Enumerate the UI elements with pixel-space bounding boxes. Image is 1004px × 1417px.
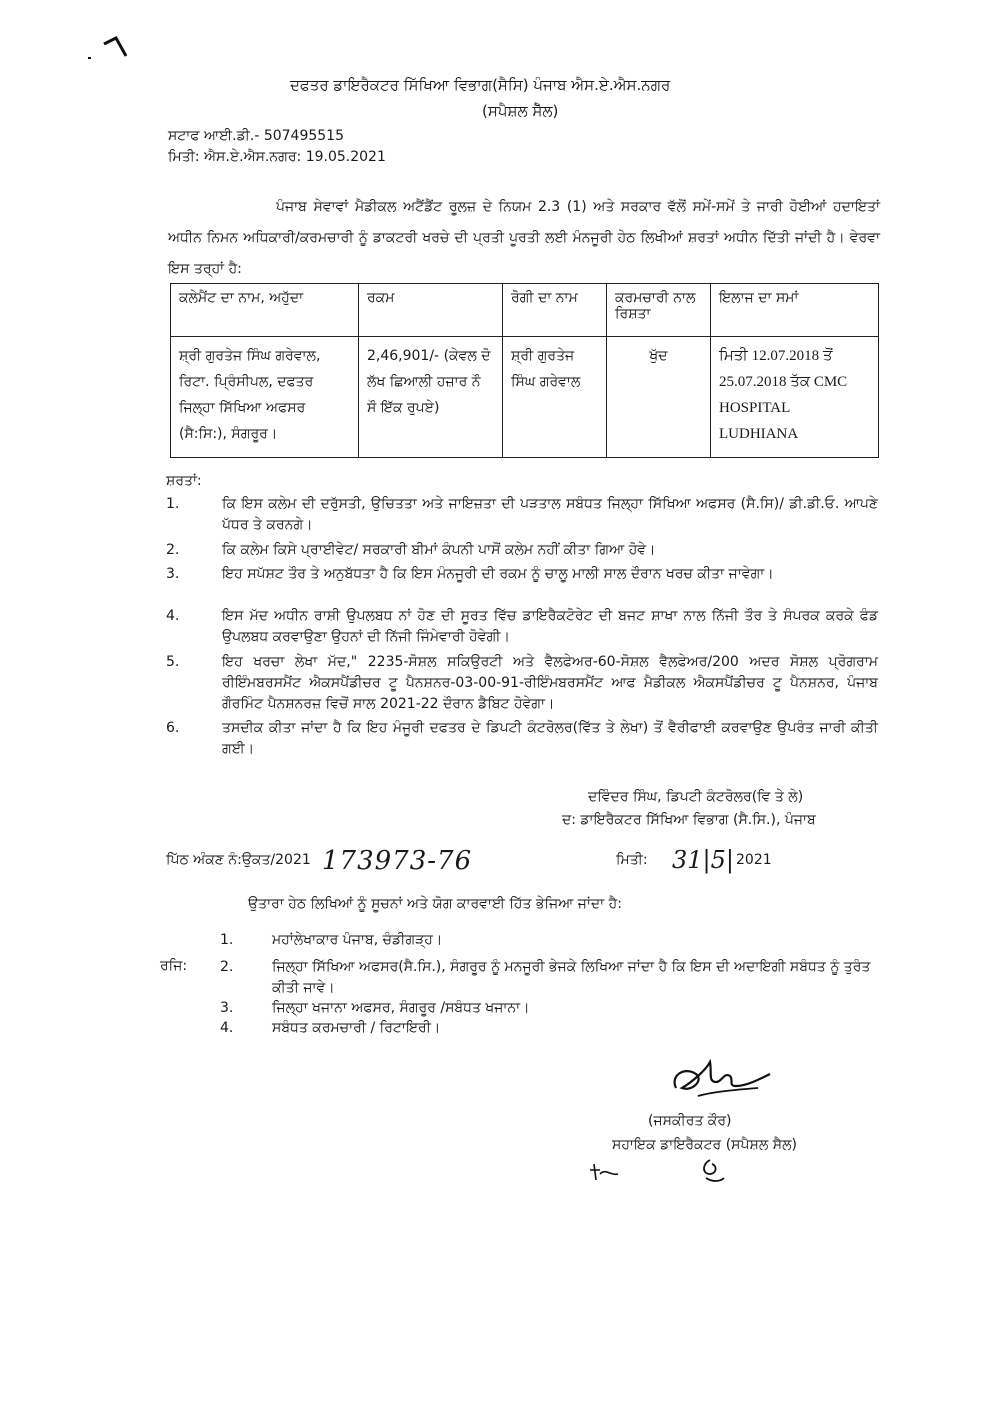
office-subtitle: (ਸਪੈਸ਼ਲ ਸੈੱਲ) — [482, 102, 559, 120]
list-text: ਸਬੰਧਤ ਕਰਮਚਾਰੀ / ਰਿਟਾਇਰੀ। — [272, 1020, 441, 1036]
staff-id: ਸਟਾਫ ਆਈ.ਡੀ.- 507495515 — [168, 128, 344, 144]
cell-amount: 2,46,901/- (ਕੇਵਲ ਦੋ ਲੱਖ ਛਿਆਲੀ ਹਜ਼ਾਰ ਨੌ ਸੌ ਇੱਕ ਰੁਪਏ) — [359, 337, 503, 458]
cell-relation: ਖੁੱਦ — [607, 337, 711, 458]
terms-heading: ਸ਼ਰਤਾਂ: — [166, 473, 202, 489]
col-header-treatment-period: ਇਲਾਜ ਦਾ ਸਮਾਂ — [711, 284, 879, 337]
endorsement-label: ਪਿੱਠ ਅੰਕਣ ਨੰ:ਉਕਤ/2021 — [166, 852, 311, 868]
pen-stroke-mark — [86, 30, 132, 64]
list-item — [220, 1018, 880, 1039]
signatory-name: ਦਵਿੰਦਰ ਸਿੰਘ, ਡਿਪਟੀ ਕੰਟਰੋਲਰ(ਵਿ ਤੇ ਲੇ) — [588, 789, 804, 805]
col-header-patient: ਰੋਗੀ ਦਾ ਨਾਮ — [503, 284, 607, 337]
office-title: ਦਫਤਰ ਡਾਇਰੈਕਟਰ ਸਿੱਖਿਆ ਵਿਭਾਗ(ਸੈਸਿ) ਪੰਜਾਬ ਐਸ.ਏ.ਐਸ.ਨਗਰ — [290, 76, 671, 94]
intro-paragraph: ਪੰਜਾਬ ਸੇਵਾਵਾਂ ਮੈਡੀਕਲ ਅਟੈਂਡੈਂਟ ਰੂਲਜ਼ ਦੇ ਨਿਯਮ 2.3 (1) ਅਤੇ ਸਰਕਾਰ ਵੱਲੋਂ ਸਮੇਂ-ਸਮੇਂ ਤੇ ਜਾਰੀ ਹੋਈਆਂ ਹਦਾਇਤਾਂ ਅਧੀਨ ਨਿਮਨ ਅਧਿਕਾਰੀ/ਕਰਮਚਾਰੀ ਨੂੰ ਡਾਕਟਰੀ ਖਰਚੇ ਦੀ ਪ੍ਰਤੀ ਪੂਰਤੀ ਲਈ ਮੰਨਜੂਰੀ ਹੇਠ ਲਿਖੀਆਂ ਸ਼ਰਤਾਂ ਅਧੀਨ ਦਿੱਤੀ ਜਾਂਦੀ ਹੈ। ਵੇਰਵਾ ਇਸ ਤਰ੍ਹਾਂ ਹੈ: — [168, 199, 880, 277]
initials-mark — [588, 1152, 728, 1188]
list-number: 1. — [220, 932, 234, 948]
list-number: 2. — [220, 959, 234, 975]
condition-item — [166, 652, 878, 715]
list-number: 3. — [220, 1000, 234, 1016]
copy-forward-note: ਉਤਾਰਾ ਹੇਠ ਲਿਖਿਆਂ ਨੂੰ ਸੂਚਨਾਂ ਅਤੇ ਯੋਗ ਕਾਰਵਾਈ ਹਿੱਤ ਭੇਜਿਆ ਜਾਂਦਾ ਹੈ: — [248, 896, 622, 912]
list-item — [220, 957, 880, 999]
signatory-office: ਦ: ਡਾਇਰੈਕਟਰ ਸਿੱਖਿਆ ਵਿਭਾਗ (ਸੈ.ਸਿ.), ਪੰਜਾਬ — [562, 812, 816, 828]
col-header-amount: ਰਕਮ — [359, 284, 503, 337]
endorsement-date-handwritten: 31|5| — [672, 846, 734, 874]
table-row — [171, 337, 879, 458]
condition-number: 5. — [166, 654, 180, 670]
claim-table — [170, 283, 879, 458]
condition-item — [166, 540, 878, 561]
condition-text: ਇਹ ਖਰਚਾ ਲੇਖਾ ਮੱਦ," 2235-ਸੋਸ਼ਲ ਸਕਿਉਰਟੀ ਅਤੇ ਵੈਲਫੇਅਰ-60-ਸੋਸ਼ਲ ਵੈਲਫੇਅਰ/200 ਅਦਰ ਸੋਸ਼ਲ ਪ੍ਰੋਗਰਾਮ ਰੀਇੰਮਬਰਸਮੈਂਟ ਐਕਸਪੈਂਡੀਚਰ ਟੂ ਪੈਨਸ਼ਨਰ-03-00-91-ਰੀਇੰਮਬਰਸਮੈਂਟ ਆਫ ਮੈਡੀਕਲ ਐਕਸਪੈਂਡੀਚਰ ਟੂ ਪੈਨਸ਼ਨਰ, ਪੰਜਾਬ ਗੌਰਮਿੰਟ ਪੈਨਸ਼ਨਰਜ਼ ਵਿਚੋਂ ਸਾਲ 2021-22 ਦੌਰਾਨ ਡੈਬਿਟ ਹੋਵੇਗਾ। — [222, 654, 878, 712]
signatory-designation: ਸਹਾਇਕ ਡਾਇਰੈਕਟਰ (ਸਪੈਸ਼ਲ ਸੈਲ) — [612, 1137, 797, 1153]
table-header-row — [171, 284, 879, 337]
condition-number: 4. — [166, 608, 180, 624]
list-number: 4. — [220, 1020, 234, 1036]
cell-claimant: ਸ਼੍ਰੀ ਗੁਰਤੇਜ ਸਿੰਘ ਗਰੇਵਾਲ, ਰਿਟਾ. ਪ੍ਰਿੰਸੀਪਲ, ਦਫਤਰ ਜਿਲ੍ਹਾ ਸਿੱਖਿਆ ਅਫਸਰ (ਸੈ:ਸਿ:), ਸੰਗਰੂਰ। — [171, 337, 359, 458]
list-text: ਜਿਲ੍ਹਾ ਸਿੱਖਿਆ ਅਫਸਰ(ਸੈ.ਸਿ.), ਸੰਗਰੂਰ ਨੂੰ ਮਨਜੂਰੀ ਭੇਜਕੇ ਲਿਖਿਆ ਜਾਂਦਾ ਹੈ ਕਿ ਇਸ ਦੀ ਅਦਾਇਗੀ ਸਬੰਧਤ ਨੂੰ ਤੁਰੰਤ ਕੀਤੀ ਜਾਵੇ। — [272, 959, 871, 996]
condition-text: ਤਸਦੀਕ ਕੀਤਾ ਜਾਂਦਾ ਹੈ ਕਿ ਇਹ ਮੰਜੂਰੀ ਦਫਤਰ ਦੇ ਡਿਪਟੀ ਕੰਟਰੋਲਰ(ਵਿੱਤ ਤੇ ਲੇਖਾ) ਤੋਂ ਵੈਰੀਫਾਈ ਕਰਵਾਉਣ ਉਪਰੰਤ ਜਾਰੀ ਕੀਤੀ ਗਈ। — [222, 720, 878, 757]
condition-text: ਕਿ ਕਲੇਮ ਕਿਸੇ ਪ੍ਰਾਈਵੇਟ/ ਸਰਕਾਰੀ ਬੀਮਾਂ ਕੰਪਨੀ ਪਾਸੋਂ ਕਲੇਮ ਨਹੀਂ ਕੀਤਾ ਗਿਆ ਹੋਵੇ। — [222, 542, 656, 558]
endorsement-number: 173973-76 — [322, 846, 473, 876]
list-item — [220, 930, 880, 951]
cell-treatment-period: ਮਿਤੀ 12.07.2018 ਤੋਂ 25.07.2018 ਤੱਕ CMC HOSPITAL LUDHIANA — [711, 337, 879, 458]
cell-patient: ਸ਼੍ਰੀ ਗੁਰਤੇਜ ਸਿੰਘ ਗਰੇਵਾਲ — [503, 337, 607, 458]
col-header-claimant: ਕਲੇਮੈਂਟ ਦਾ ਨਾਮ, ਅਹੁੱਦਾ — [171, 284, 359, 337]
condition-number: 1. — [166, 496, 180, 512]
registered-label: ਰਜਿ: — [160, 958, 188, 974]
condition-number: 6. — [166, 720, 180, 736]
endorsement-date-label: ਮਿਤੀ: — [616, 852, 648, 868]
endorsement-date-year: 2021 — [736, 852, 772, 868]
condition-item — [166, 494, 878, 536]
condition-item — [166, 564, 878, 585]
issue-date: ਮਿਤੀ: ਐਸ.ਏ.ਐਸ.ਨਗਰ: 19.05.2021 — [168, 149, 386, 165]
list-text: ਮਹਾਂਲੇਖਾਕਾਰ ਪੰਜਾਬ, ਚੰਡੀਗੜ੍ਹ। — [272, 932, 443, 948]
condition-text: ਕਿ ਇਸ ਕਲੇਮ ਦੀ ਦਰੁੱਸਤੀ, ਉਚਿਤਤਾ ਅਤੇ ਜਾਇਜ਼ਤਾ ਦੀ ਪੜਤਾਲ ਸਬੰਧਤ ਜਿਲ੍ਹਾ ਸਿੱਖਿਆ ਅਫਸਰ (ਸੈ.ਸਿ)/ ਡੀ.ਡੀ.ਓ. ਆਪਣੇ ਪੱਧਰ ਤੇ ਕਰਨਗੇ। — [222, 496, 878, 533]
list-text: ਜਿਲ੍ਹਾ ਖਜਾਨਾ ਅਫਸਰ, ਸੰਗਰੂਰ /ਸਬੰਧਤ ਖਜਾਨਾ। — [272, 1000, 530, 1016]
condition-text: ਇਸ ਮੱਦ ਅਧੀਨ ਰਾਸ਼ੀ ਉਪਲਬਧ ਨਾਂ ਹੋਣ ਦੀ ਸੂਰਤ ਵਿੱਚ ਡਾਇਰੈਕਟੋਰੇਟ ਦੀ ਬਜਟ ਸ਼ਾਖਾ ਨਾਲ ਨਿੱਜੀ ਤੌਰ ਤੇ ਸੰਪਰਕ ਕਰਕੇ ਫੰਡ ਉਪਲਬਧ ਕਰਵਾਉਣਾ ਉਹਨਾਂ ਦੀ ਨਿੱਜੀ ਜਿੰਮੇਵਾਰੀ ਹੋਵੇਗੀ। — [222, 608, 878, 645]
condition-number: 3. — [166, 566, 180, 582]
condition-number: 2. — [166, 542, 180, 558]
col-header-relation: ਕਰਮਚਾਰੀ ਨਾਲ ਰਿਸ਼ਤਾ — [607, 284, 711, 337]
condition-item — [166, 718, 878, 760]
handwritten-signature — [662, 1052, 774, 1108]
condition-text: ਇਹ ਸਪੱਸ਼ਟ ਤੌਰ ਤੇ ਅਨੁਬੱਧਤਾ ਹੈ ਕਿ ਇਸ ਮੰਨਜੂਰੀ ਦੀ ਰਕਮ ਨੂੰ ਚਾਲੂ ਮਾਲੀ ਸਾਲ ਦੌਰਾਨ ਖਰਚ ਕੀਤਾ ਜਾਵੇਗਾ। — [222, 566, 774, 582]
condition-item — [166, 606, 878, 648]
list-item — [220, 998, 880, 1019]
signatory-name: (ਜਸਕੀਰਤ ਕੌਰ) — [648, 1113, 732, 1129]
